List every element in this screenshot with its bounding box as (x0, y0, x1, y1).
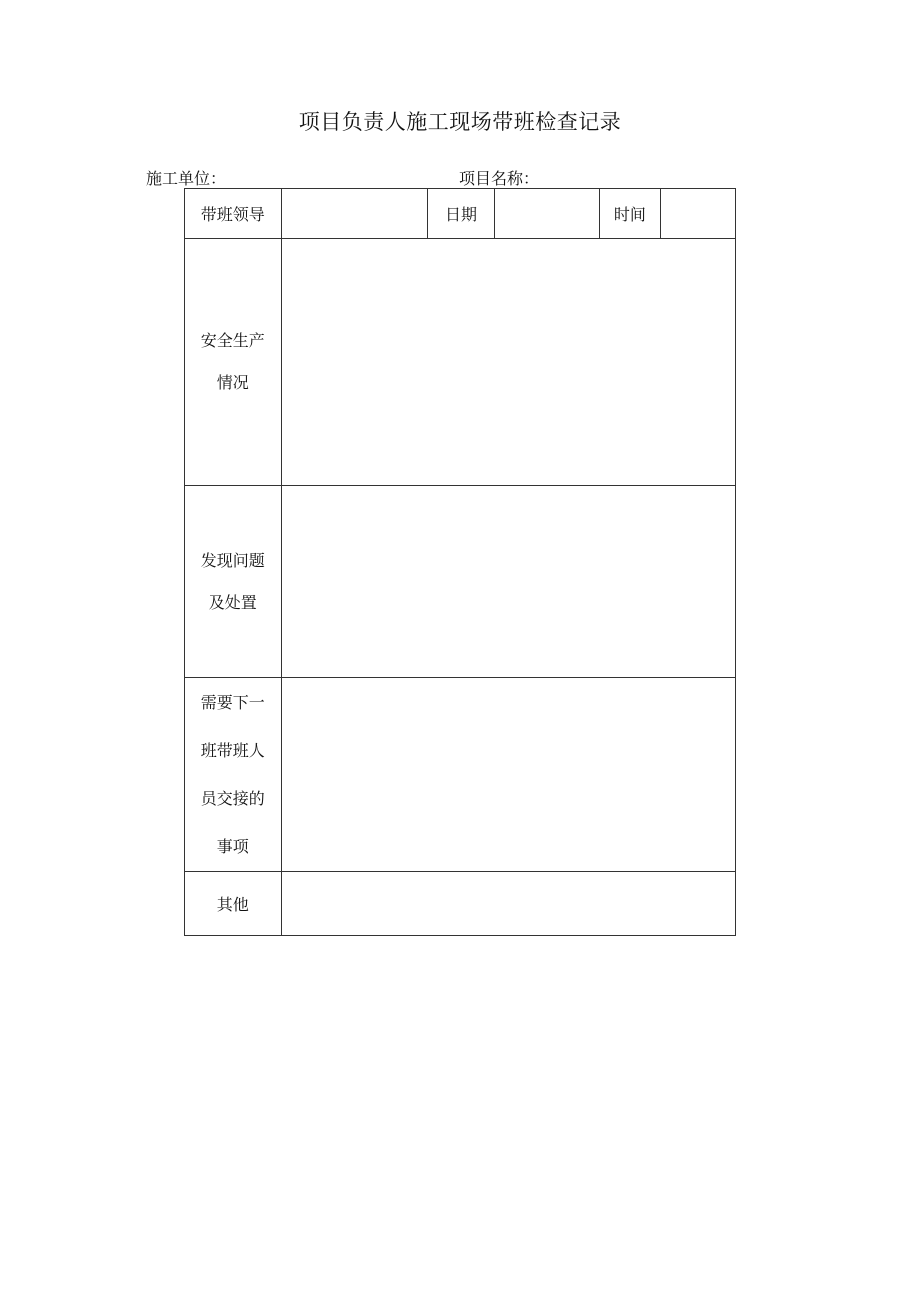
other-field[interactable] (281, 872, 735, 936)
issues-field[interactable] (281, 486, 735, 678)
issues-label-line: 及处置 (208, 592, 257, 612)
leader-label: 带班领导 (185, 189, 282, 239)
safety-label (185, 239, 282, 486)
handover-row (185, 678, 736, 872)
handover-label (185, 678, 282, 872)
handover-field[interactable] (281, 678, 735, 872)
other-row (185, 872, 736, 936)
issues-label (185, 486, 282, 678)
time-field[interactable] (660, 189, 735, 239)
handover-label-line: 班带班人 (200, 740, 265, 760)
document-title: 项目负责人施工现场带班检查记录 (298, 110, 622, 134)
construction-unit-label: 施工单位： (146, 169, 227, 188)
safety-label-line: 情况 (216, 373, 249, 392)
leader-field[interactable] (281, 189, 428, 239)
date-field[interactable] (494, 189, 600, 239)
other-label: 其他 (185, 872, 282, 936)
inspection-record-table (184, 188, 736, 936)
safety-label-line: 安全生产 (200, 331, 265, 350)
date-label: 日期 (428, 189, 494, 239)
handover-label-line: 员交接的 (200, 788, 265, 808)
issues-label-line: 发现问题 (200, 550, 265, 570)
time-label: 时间 (600, 189, 660, 239)
project-name-label: 项目名称： (459, 169, 540, 188)
issues-row (185, 486, 736, 678)
header-row (185, 189, 736, 239)
handover-label-line: 需要下一 (200, 692, 265, 712)
handover-label-line: 事项 (216, 836, 249, 856)
safety-row (185, 239, 736, 486)
safety-field[interactable] (281, 239, 735, 486)
